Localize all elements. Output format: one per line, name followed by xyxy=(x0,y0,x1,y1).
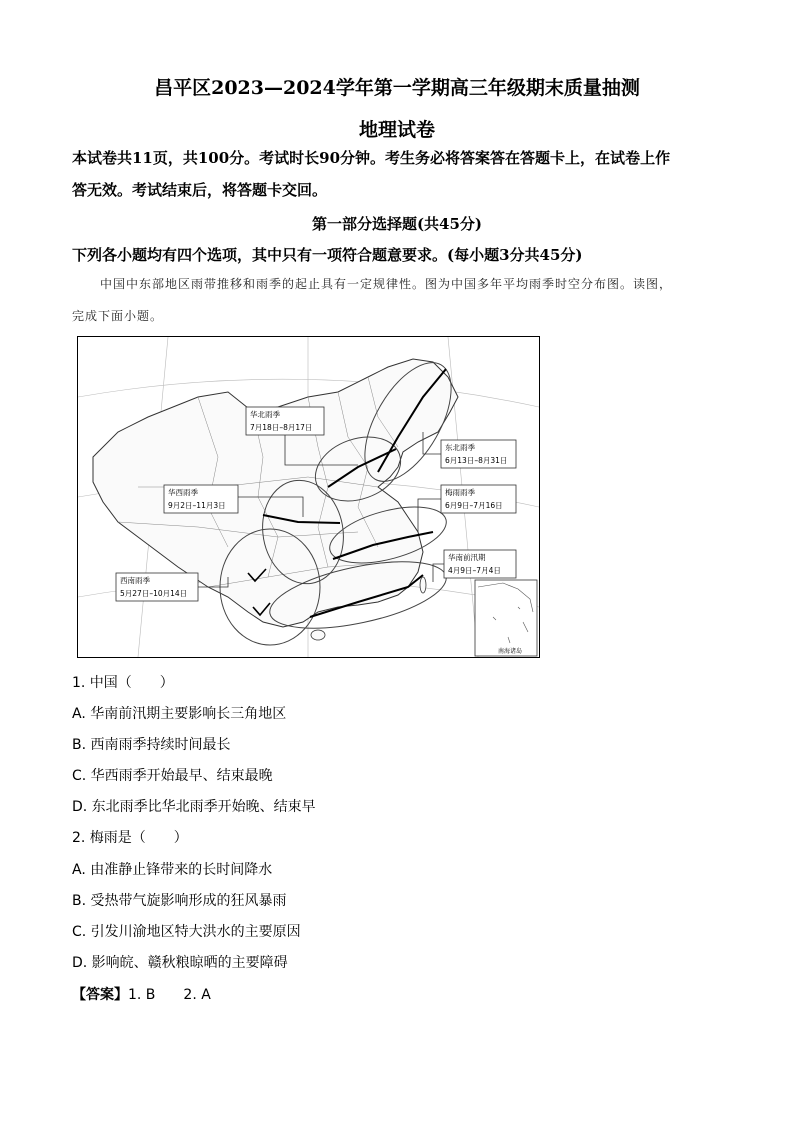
intro-line-2: 完成下面小题。 xyxy=(72,309,164,323)
hainan-island xyxy=(311,630,325,640)
label-dongbei-name: 东北雨季 xyxy=(445,443,475,452)
question-1-option-b: B. 西南雨季持续时间最长 xyxy=(72,737,231,753)
exam-subject: 地理试卷 xyxy=(358,119,435,141)
question-2-option-a: A. 由准静止锋带来的长时间降水 xyxy=(72,862,273,878)
taiwan-island xyxy=(420,577,426,593)
question-1-option-d: D. 东北雨季比华北雨季开始晚、结束早 xyxy=(72,799,316,815)
part-title: 第一部分选择题(共45分) xyxy=(311,215,483,233)
south-china-sea-inset xyxy=(475,580,537,656)
label-meiyu-dates: 6月9日–7月16日 xyxy=(445,501,503,510)
question-1-stem: 1. 中国（ ） xyxy=(72,675,174,691)
notice-line-1: 本试卷共11页，共100分。考试时长90分钟。考生务必将答案答在答题卡上，在试卷上作 xyxy=(72,149,671,167)
label-huanan-name: 华南前汛期 xyxy=(448,553,486,562)
intro-line-1: 中国中东部地区雨带推移和雨季的起止具有一定规律性。图为中国多年平均雨季时空分布图。读图， xyxy=(100,277,673,291)
label-dongbei xyxy=(423,432,516,468)
label-huabei-name: 华北雨季 xyxy=(250,410,280,419)
question-2-option-c: C. 引发川渝地区特大洪水的主要原因 xyxy=(72,924,301,940)
notice-line-2: 答无效。考试结束后，将答题卡交回。 xyxy=(72,181,328,199)
question-2-stem: 2. 梅雨是（ ） xyxy=(72,830,188,846)
exam-title: 昌平区2023—2024学年第一学期高三年级期末质量抽测 xyxy=(154,77,640,99)
answer-line xyxy=(72,984,211,1004)
question-2-option-b: B. 受热带气旋影响形成的狂风暴雨 xyxy=(72,893,287,909)
section-instruction: 下列各小题均有四个选项，其中只有一项符合题意要求。(每小题3分共45分) xyxy=(72,246,583,264)
map-svg xyxy=(78,337,539,657)
label-huanan xyxy=(433,550,516,582)
rainy-season-map xyxy=(77,336,540,658)
label-huanan-dates: 4月9日–7月4日 xyxy=(448,566,501,575)
inset-label: 南海诸岛 xyxy=(498,648,523,655)
label-xinan-dates: 5月27日–10月14日 xyxy=(120,589,188,598)
question-2-option-d: D. 影响皖、赣秋粮晾晒的主要障碍 xyxy=(72,955,288,971)
label-huaxi-name: 华西雨季 xyxy=(168,488,198,497)
label-huaxi-dates: 9月2日–11月3日 xyxy=(168,501,226,510)
label-xinan-name: 西南雨季 xyxy=(120,576,150,585)
answer-text: 1. B 2. A xyxy=(128,987,211,1003)
label-meiyu xyxy=(418,485,516,532)
answer-tag: 【答案】 xyxy=(72,987,128,1003)
question-1-option-c: C. 华西雨季开始最早、结束最晚 xyxy=(72,768,273,784)
question-1-option-a: A. 华南前汛期主要影响长三角地区 xyxy=(72,706,287,722)
label-dongbei-dates: 6月13日–8月31日 xyxy=(445,456,508,465)
label-huabei-dates: 7月18日–8月17日 xyxy=(250,423,313,432)
label-meiyu-name: 梅雨雨季 xyxy=(445,488,475,497)
